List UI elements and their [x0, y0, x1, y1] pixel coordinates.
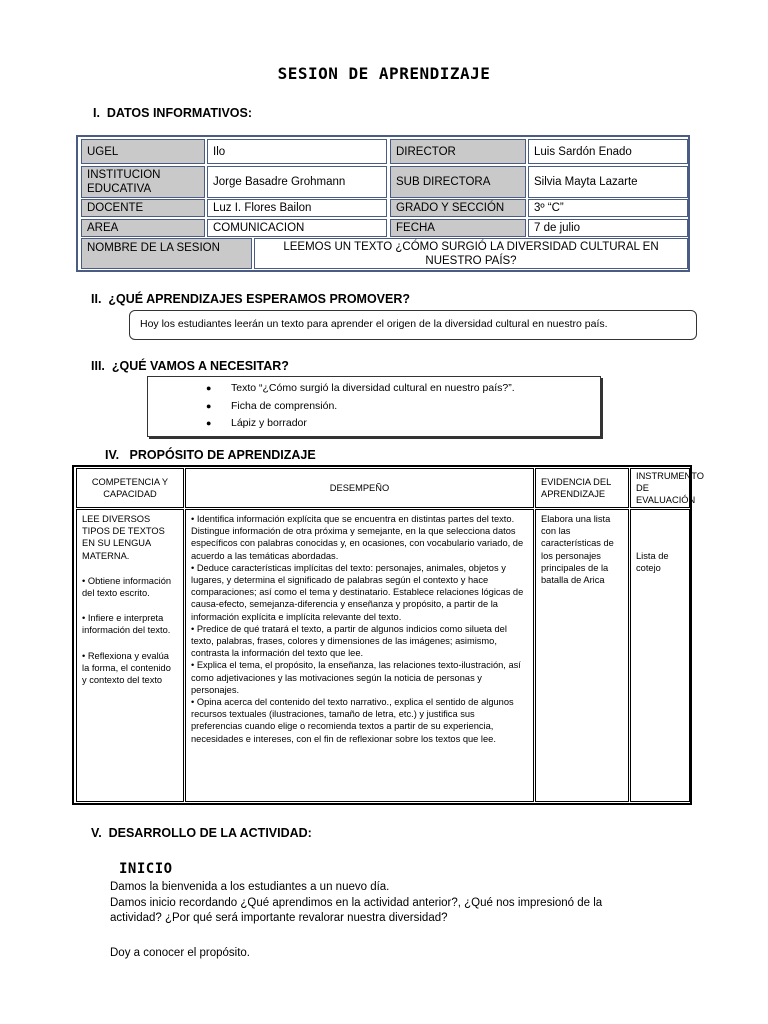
section-aprendizajes-heading: II. ¿QUÉ APRENDIZAJES ESPERAMOS PROMOVER?	[91, 292, 411, 306]
inicio-paragraph: Doy a conocer el propósito.	[110, 947, 250, 959]
section-proposito-heading: IV. PROPÓSITO DE APRENDIZAJE	[105, 448, 316, 462]
subdirectora-value: Silvia Mayta Lazarte	[528, 166, 688, 198]
subdirectora-label: SUB DIRECTORA	[390, 166, 526, 198]
inicio-paragraph: Damos inicio recordando ¿Qué aprendimos en la actividad anterior?, ¿Qué nos impresionó de la actividad? ¿Por qué será importante revalorar nuestra diversidad?	[110, 897, 603, 924]
institucion-value: Jorge Basadre Grohmann	[207, 166, 387, 198]
desempeno-item: • Deduce características implícitas del texto: personajes, animales, objetos y lugares, y determina el significado de palabras según el contexto y hace comparaciones; así como el tema y destinatario. Establece relaciones lógicas de causa-efecto, semejanza-diferencia y enseñanza y propósito, a partir de la información explícita e implícita relevante del texto.	[191, 562, 524, 622]
capacidad-item: • Reflexiona y evalúa la forma, el contenido y contexto del texto	[82, 650, 171, 686]
area-value: COMUNICACION	[207, 219, 387, 237]
section-desarrollo-heading: V. DESARROLLO DE LA ACTIVIDAD:	[91, 826, 312, 840]
desempeno-item: • Predice de qué tratará el texto, a partir de algunos indicios como silueta del texto, palabras, frases, colores y dimensiones de las imágenes; asimismo, contrasta la información del texto que lee.	[191, 623, 507, 659]
competencia-header: COMPETENCIA Y CAPACIDAD	[76, 468, 184, 508]
ugel-value: Ilo	[207, 139, 387, 164]
materials-list	[147, 376, 601, 437]
evidencia-header: EVIDENCIA DEL APRENDIZAJE	[535, 468, 629, 508]
list-item: Ficha de comprensión.	[231, 400, 338, 412]
bullet-icon: ●	[206, 383, 212, 393]
sesion-value: LEEMOS UN TEXTO ¿CÓMO SURGIÓ LA DIVERSIDAD CULTURAL EN NUESTRO PAÍS?	[254, 238, 688, 269]
capacidad-item: • Obtiene información del texto escrito.	[82, 575, 172, 599]
grado-label: GRADO Y SECCIÓN	[390, 199, 526, 217]
docente-label: DOCENTE	[81, 199, 205, 217]
aprendizajes-box: Hoy los estudiantes leerán un texto para aprender el origen de la diversidad cultural en nuestro país.	[129, 310, 697, 340]
instrumento-cell: Lista de cotejo	[630, 509, 690, 802]
fecha-value: 7 de julio	[528, 219, 688, 237]
capacidad-item: • Infiere e interpreta información del texto.	[82, 613, 171, 636]
desempeno-header: DESEMPEÑO	[185, 468, 534, 508]
competencia-text: LEE DIVERSOS TIPOS DE TEXTOS EN SU LENGUA MATERNA.	[82, 514, 165, 561]
ugel-label: UGEL	[81, 139, 205, 164]
fecha-label: FECHA	[390, 219, 526, 237]
director-value: Luis Sardón Enado	[528, 139, 688, 164]
inicio-paragraph: Damos la bienvenida a los estudiantes a un nuevo día.	[110, 881, 390, 893]
proposito-table	[72, 465, 705, 805]
sesion-label: NOMBRE DE LA SESION	[81, 238, 252, 269]
competencia-cell	[76, 509, 184, 802]
docente-value: Luz I. Flores Bailon	[207, 199, 387, 217]
desempeno-cell	[185, 509, 534, 802]
desempeno-item: • Opina acerca del contenido del texto narrativo., explica el sentido de algunos recursos textuales (ilustraciones, tamaño de letra, etc.) y justifica sus preferencias cuando elige o recomienda textos a partir de su experiencia, necesidades e intereses, con el fin de reflexionar sobre los textos que lee.	[191, 697, 514, 744]
institucion-label: INSTITUCION EDUCATIVA	[81, 166, 205, 198]
bullet-icon: ●	[206, 401, 212, 411]
desempeno-item: • Identifica información explícita que se encuentra en distintas partes del texto. Distingue información de otra próxima y semejante, en la que selecciona datos específicos con palabras conocidas y, en ocasiones, con vocabulario variado, de acuerdo a las temáticas abordadas.	[191, 514, 524, 561]
list-item: Texto “¿Cómo surgió la diversidad cultural en nuestro país?”.	[231, 382, 515, 394]
section-datos-heading: I. DATOS INFORMATIVOS:	[93, 106, 253, 120]
bullet-icon: ●	[206, 418, 212, 428]
evidencia-cell: Elabora una lista con las características de los personajes principales de la batalla de Arica	[535, 509, 629, 802]
director-label: DIRECTOR	[390, 139, 526, 164]
page-title: SESION DE APRENDIZAJE	[277, 64, 491, 83]
datos-informativos-table	[76, 135, 690, 272]
inicio-title: INICIO	[119, 861, 173, 877]
desempeno-item: • Explica el tema, el propósito, la enseñanza, las relaciones texto-ilustración, así como adjetivaciones y las motivaciones según la noticia de personas y personajes.	[191, 660, 521, 695]
list-item: Lápiz y borrador	[231, 417, 307, 429]
section-necesitar-heading: III. ¿QUÉ VAMOS A NECESITAR?	[91, 359, 289, 373]
instrumento-header: INSTRUMENTO DE EVALUACIÓN	[630, 468, 690, 508]
area-label: AREA	[81, 219, 205, 237]
grado-value: 3º “C”	[528, 199, 688, 217]
